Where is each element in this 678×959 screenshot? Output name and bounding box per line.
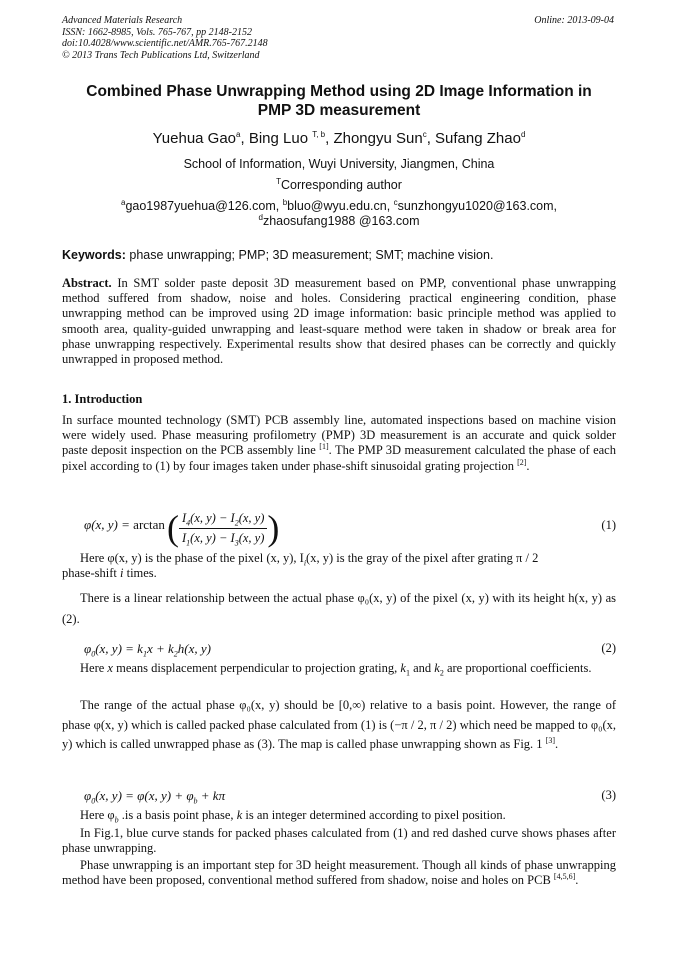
- eq2-desc-b: means displacement perpendicular to projection grating,: [112, 661, 401, 675]
- eq1-desc-sub: i: [303, 558, 307, 568]
- citation-2: [2]: [517, 457, 527, 467]
- eq2-desc-k2: k: [434, 661, 440, 675]
- eq1-desc-i: i: [119, 566, 124, 581]
- abstract-label: Abstract.: [62, 276, 112, 290]
- email-line-1: [62, 199, 616, 214]
- author-4: , Sufang Zhao: [426, 130, 521, 147]
- eq3-desc-sub: b: [114, 815, 119, 825]
- linear-text: There is a linear relationship between the actual phase φ₀(x, y) of the pixel (x, y) with its height h(x, y) as (2).: [62, 591, 616, 626]
- eq3-desc-a: Here φ: [80, 808, 115, 822]
- email-list: [62, 199, 616, 229]
- last-end: .: [575, 873, 579, 888]
- title-line-1: Combined Phase Unwrapping Method using 2D Image Information in: [86, 83, 592, 100]
- citation-4-6: [4,5,6]: [553, 872, 576, 882]
- copyright-line: © 2013 Trans Tech Publications Ltd, Switzerland: [62, 49, 260, 61]
- equation-2-number: (2): [601, 641, 616, 655]
- abstract-text: In SMT solder paste deposit 3D measurement based on PMP, conventional phase unwrapping method suffered from shadow, noise and holes. Considering practical engineering condition, phase unwrapping method can be improved using 2D image information: basic principle method was applied to smooth area, quality-guided unwrapping and least-square method were taken in shadow or break area for phase unwrapping respectively. Experimental results show that desired phases can be correctly and quickly unwrapped in proposed method.: [62, 276, 616, 367]
- eq2-desc-a: Here: [80, 661, 108, 675]
- email-c-sup: c: [393, 197, 398, 207]
- eq3-desc-c: is an integer determined according to pixel position.: [242, 808, 506, 822]
- journal-name: Advanced Materials Research: [62, 15, 183, 26]
- citation-1: [1]: [319, 442, 329, 452]
- email-a-sup: a: [120, 197, 126, 207]
- equation-1-description: [62, 551, 616, 581]
- eq2-desc-k1: k: [400, 661, 406, 675]
- fig1-paragraph: [62, 826, 616, 856]
- phase-range-paragraph: [62, 696, 616, 755]
- keywords-label: Keywords:: [62, 248, 126, 262]
- citation-3: [3]: [545, 735, 556, 745]
- author-4-sup: d: [520, 130, 526, 139]
- eq3-desc-k: k: [236, 808, 243, 822]
- eq1-desc-c: phase-shift: [62, 566, 120, 581]
- equation-2: $\varphi_0(x$, $y) = k_1x + k_2h(x$, y) (2): [84, 641, 616, 659]
- intro-p1-text-c: .: [526, 458, 530, 473]
- email-d-sup: d: [258, 212, 263, 222]
- author-2-sup: T, b: [312, 130, 326, 139]
- keywords-text: phase unwrapping; PMP; 3D measurement; SMT; machine vision.: [125, 248, 494, 262]
- eq2-desc-and: and: [409, 661, 435, 675]
- title-line-2: PMP 3D measurement: [257, 102, 421, 119]
- abstract: [62, 276, 616, 367]
- range-end: .: [555, 737, 559, 751]
- eq1-desc-end: times.: [123, 566, 157, 581]
- eq1-desc-b: (x, y) is the gray of the pixel after grating π / 2: [306, 551, 539, 565]
- email-b-sup: b: [282, 197, 288, 207]
- eq3-desc-b: .is a basis point phase,: [118, 808, 237, 822]
- eq2-desc-c: are proportional coefficients.: [443, 661, 592, 675]
- equation-3-description: [62, 808, 616, 823]
- author-3-sup: c: [422, 130, 427, 139]
- keywords: [62, 248, 616, 262]
- author-1-sup: a: [236, 130, 241, 139]
- corresponding-sup: T: [276, 176, 281, 186]
- corresponding-author: [62, 178, 616, 193]
- last-text: Phase unwrapping is an important step for 3D height measurement. Though all kinds of phase unwrapping method have been proposed, conventional method suffered from shadow, noise and holes on PCB: [62, 858, 616, 888]
- section-heading-introduction: 1. Introduction: [62, 392, 143, 406]
- intro-p1-text-a: In surface mounted technology (SMT) PCB assembly line, automated inspections based on machine vision were widely used. Phase measuring profilometry (PMP) 3D measurement is an accurate and quick solder paste deposit inspection on the PCB assembly line: [62, 413, 616, 458]
- eq2-desc-x: x: [107, 661, 113, 675]
- email-b[interactable]: bluo@wyu.edu.cn,: [287, 199, 394, 213]
- paper-title: [62, 82, 616, 120]
- online-date: Online: 2013-09-04: [534, 15, 614, 26]
- range-text: The range of the actual phase φ₀(x, y) should be [0,∞) relative to a basis point. However, the range of phase φ(x, y) which is called packed phase calculated from (1) is (−π / 2, π / 2) which need be mapped to φ₀(x, y) which is called unwrapped phase as (3). The map is called phase unwrapping shown as Fig. 1: [62, 698, 616, 751]
- email-line-2: [62, 214, 616, 229]
- doi-line: doi:10.4028/www.scientific.net/AMR.765-767.2148: [62, 38, 268, 49]
- author-2: , Bing Luo: [240, 130, 309, 147]
- author-1: Yuehua Gao: [152, 130, 237, 147]
- equation-3-number: (3): [601, 788, 616, 802]
- linear-relationship-paragraph: [62, 588, 616, 630]
- issn-line: ISSN: 1662-8985, Vols. 765-767, pp 2148-2152: [62, 26, 252, 38]
- intro-p1-text-b: . The PMP 3D measurement calculated the phase of each pixel according to (1) by four images taken under phase-shift sinusoidal grating projection: [62, 443, 616, 473]
- equation-3: $\varphi_0(x$, y) = φ(x, $y) + \varphi_b + k\pi$ (3): [84, 788, 616, 806]
- equation-1-number: (1): [601, 518, 616, 532]
- email-d[interactable]: zhaosufang1988 @163.com: [262, 214, 420, 228]
- journal-meta: [62, 15, 268, 61]
- eq1-desc-a: Here φ(x, y) is the phase of the pixel (x, y), I: [80, 551, 304, 565]
- intro-paragraph-1: [62, 413, 616, 474]
- email-a[interactable]: gao1987yuehua@126.com,: [125, 199, 283, 213]
- author-list: [62, 130, 616, 147]
- email-c[interactable]: sunzhongyu1020@163.com,: [397, 199, 557, 213]
- author-3: , Zhongyu Sun: [325, 130, 423, 147]
- phase-unwrapping-paragraph: [62, 858, 616, 888]
- equation-1: φ(x, y) = arctan ( $\frac{I_4(x, y) - I_2(x, y)}{I_1(x, y) - I_3(x, y)}$ ) (1): [84, 508, 616, 548]
- affiliation: School of Information, Wuyi University, Jiangmen, China: [183, 157, 495, 171]
- fig1-text: In Fig.1, blue curve stands for packed phases calculated from (1) and red dashed curve shows phases after phase unwrapping.: [62, 826, 616, 856]
- corresponding-label: Corresponding author: [280, 178, 402, 192]
- equation-2-description: Here x means displacement perpendicular to projection grating, $k_1$ and $k_2$ are proportional coefficients.: [80, 661, 592, 678]
